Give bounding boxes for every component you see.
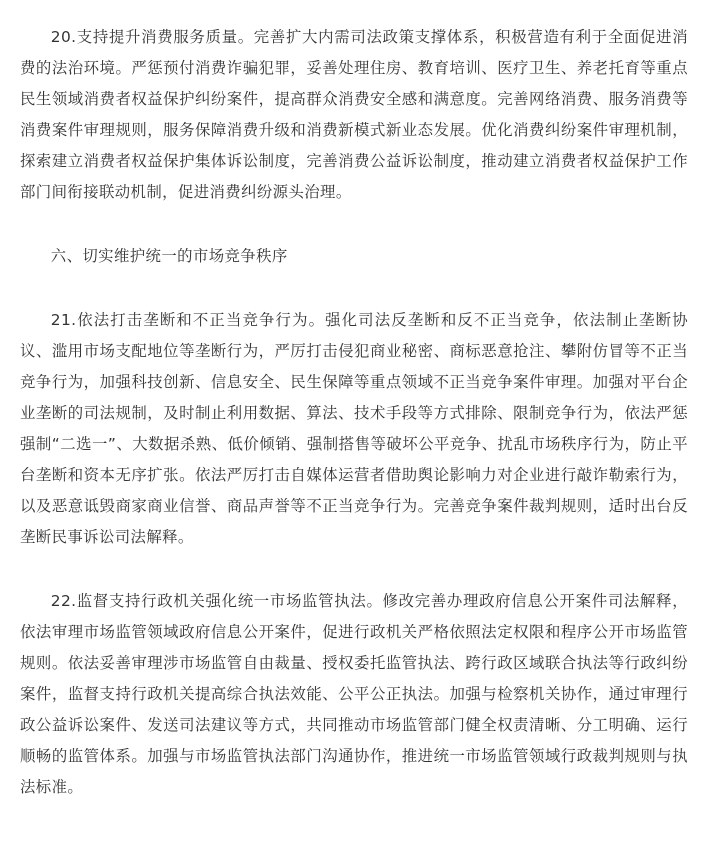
paragraph-21: 21.依法打击垄断和不正当竞争行为。强化司法反垄断和反不正当竞争，依法制止垄断协议、滥用市场支配地位等垄断行为，严厉打击侵犯商业秘密、商标恶意抢注、攀附仿冒等不正当竞争行为，加强科技创新、信息安全、民生保障等重点领域不正当竞争案件审理。加强对平台企业垄断的司法规制，及时制止利用数据、算法、技术手段等方式排除、限制竞争行为，依法严惩强制“二选一”、大数据杀熟、低价倾销、强制搭售等破坏公平竞争、扰乱市场秩序行为，防止平台垄断和资本无序扩张。依法严厉打击自媒体运营者借助舆论影响力对企业进行敲诈勒索行为，以及恶意诋毁商家商业信誉、商品声誉等不正当竞争行为。完善竞争案件裁判规则，适时出台反垄断民事诉讼司法解释。 <box>20 311 688 546</box>
paragraph-22: 22.监督支持行政机关强化统一市场监管执法。修改完善办理政府信息公开案件司法解释，依法审理市场监管领域政府信息公开案件，促进行政机关严格依照法定权限和程序公开市场监管规则。依法妥善审理涉市场监管自由裁量、授权委托监管执法、跨行政区域联合执法等行政纠纷案件，监督支持行政机关提高综合执法效能、公平公正执法。加强与检察机关协作，通过审理行政公益诉讼案件、发送司法建议等方式，共同推动市场监管部门健全权责清晰、分工明确、运行顺畅的监管体系。加强与市场监管执法部门沟通协作，推进统一市场监管领域行政裁判规则与执法标准。 <box>20 592 688 796</box>
paragraph-20: 20.支持提升消费服务质量。完善扩大内需司法政策支撑体系，积极营造有利于全面促进消费的法治环境。严惩预付消费诈骗犯罪，妥善处理住房、教育培训、医疗卫生、养老托育等重点民生领域消费者权益保护纠纷案件，提高群众消费安全感和满意度。完善网络消费、服务消费等消费案件审理规则，服务保障消费升级和消费新模式新业态发展。优化消费纠纷案件审理机制，探索建立消费者权益保护集体诉讼制度，完善消费公益诉讼制度，推动建立消费者权益保护工作部门间衔接联动机制，促进消费纠纷源头治理。 <box>20 28 688 201</box>
section-heading: 六、切实维护统一的市场竞争秩序 <box>50 247 288 265</box>
article-body <box>20 0 688 803</box>
